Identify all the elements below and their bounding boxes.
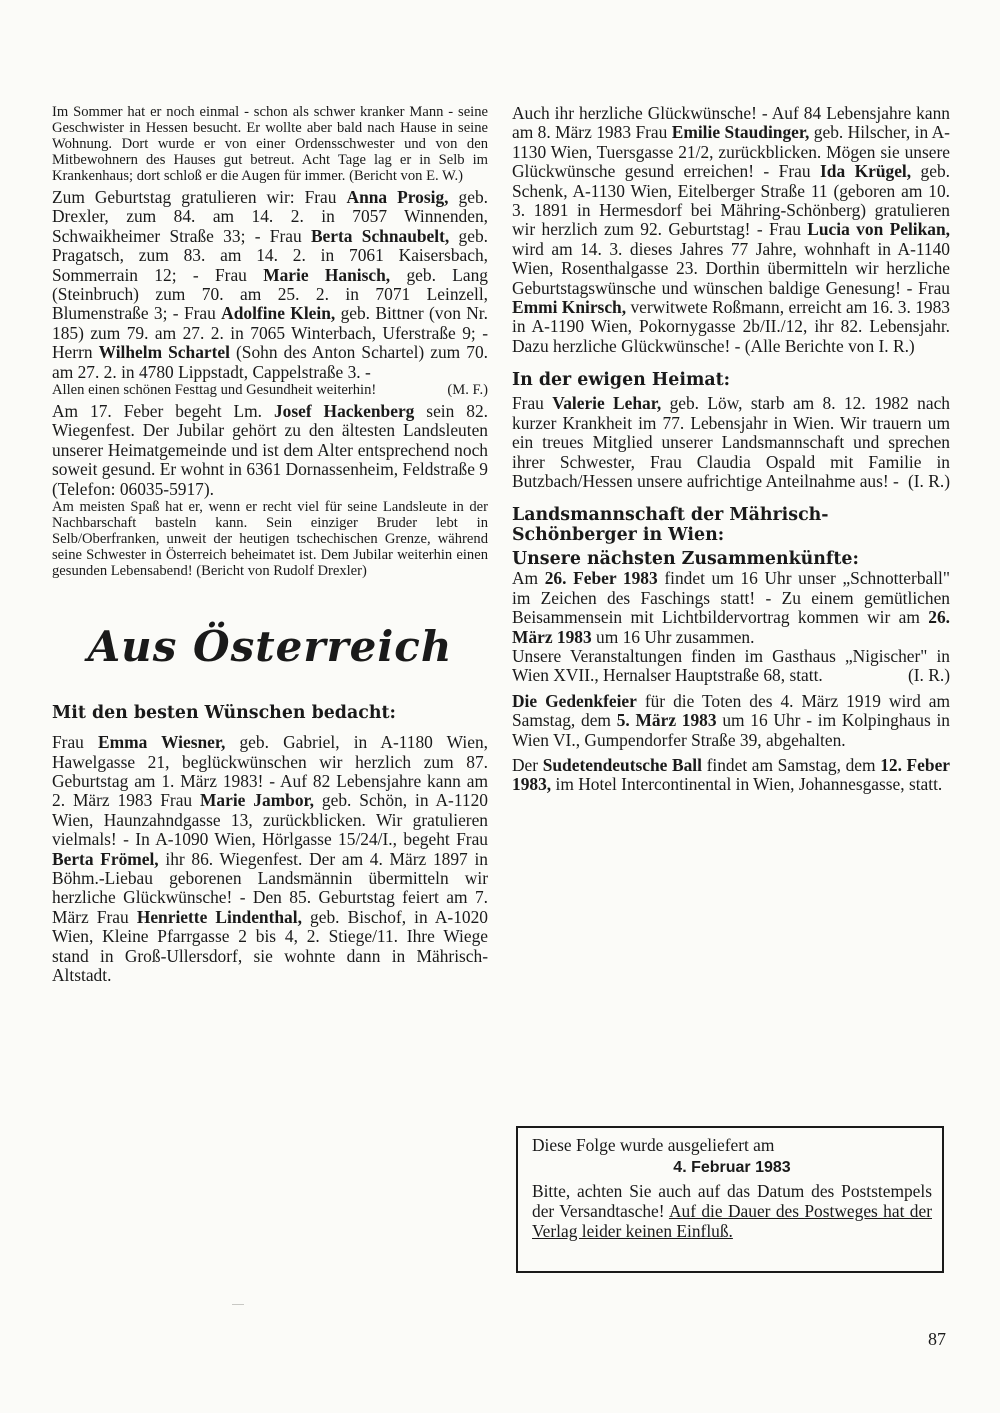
right-paragraph-meetings: Am 26. Feber 1983 findet um 16 Uhr unser „Schnotterball" im Zeichen des Faschings statt! - Zu einem gemütlichen Beisammensein mit Lichtbildervortrag kommen wir am 26. März 1983 um 16 Uhr zusammen. <box>512 568 950 647</box>
date-26-maerz: 26. März 1983 <box>512 607 950 647</box>
right-paragraph-memorial: Die Gedenkfeier für die Toten des 4. März 1919 wird am Samstag, dem 5. März 1983 um 16 Uhr - im Kolpinghaus in Wien VI., Gumpendorfer Straße 39, abgehalten. <box>512 690 950 750</box>
name-josef-hackenberg: Josef Hackenberg <box>273 401 415 422</box>
right-paragraph-ball: Der Sudetendeutsche Ball findet am Samstag, dem 12. Feber 1983, im Hotel Intercontinental in Wien, Johannesgasse, statt. <box>512 754 951 795</box>
right-column <box>512 104 950 795</box>
left-paragraph-hackenberg-more: Am meisten Spaß hat er, wenn er recht viel für seine Landsleute in der Nachbarschaft basteln kann. Sein einziger Bruder lebt in Selb/Oberfranken, unweit der heutigen tschechischen Grenze, während seine Schwester in Österreich beheimatet ist. Dem Jubilar weiterhin einen gesunden Lebensabend! (Bericht von Rudolf Drexler) <box>52 499 488 580</box>
name-marie-hanisch: Marie Hanisch, <box>263 264 391 285</box>
heading-best-wishes: Mit den besten Wünschen bedacht: <box>52 703 396 724</box>
name-valerie-lehar: Valerie Lehar, <box>552 393 662 414</box>
name-emmi-knirsch: Emmi Knirsch, <box>512 297 627 318</box>
left-column <box>52 104 488 985</box>
event-gedenkfeier: Die Gedenkfeier <box>512 690 637 711</box>
left-paragraph-obituary-end: Im Sommer hat er noch einmal - schon als schwer kranker Mann - seine Geschwister in Hessen besucht. Er wollte aber bald nach Hause in seine Wohnung. Dort wurde er von einer Ordensschwester und von den Mitbewohnern des Hauses gut betreut. Acht Tage lag er in Selb im Krankenhaus; dort schloß er die Augen für immer. (Bericht von E. W.) <box>52 104 488 184</box>
notice-date: 4. Februar 1983 <box>673 1159 791 1176</box>
heading-eternal-home: In der ewigen Heimat: <box>512 370 731 391</box>
left-paragraph-birthday-list: Zum Geburtstag gratulieren wir: Frau Anna Prosig, geb. Drexler, zum 84. am 14. 2. in 7057 Winnenden, Schwaikheimer Straße 33; - Frau Berta Schnaubelt, geb. Pragatsch, zum 83. am 14. 2. in 7061 Kaisersbach, Sommerrain 12; - Frau Marie Hanisch, geb. Lang (Steinbruch) zum 70. am 25. 2. in 7071 Leinzell, Blumenstraße 3; - Frau Adolfine Klein, geb. Bittner (von Nr. 185) zum 79. am 27. 2. in 7065 Winterbach, Uferstraße 9; - Herrn Wilhelm Schartel (Sohn des Anton Schartel) zum 70. am 27. 2. in 4780 Lippstadt, Cappelstraße 3. - <box>52 187 489 382</box>
right-paragraph-obituary-lehar: Frau Valerie Lehar, geb. Löw, starb am 8. 12. 1982 nach kurzer Krankheit im 77. Lebensjahr in Wien. Wir trauern um ein treues Mitglied unserer Landsmannschaft und sprechen ihrer Schwester, Frau Claudia Ospald mit Familie in Butzbach/Hessen unsere aufrichtige Anteilnahme aus! - (I. R.) <box>512 393 950 491</box>
print-mark <box>232 1304 244 1305</box>
name-adolfine-klein: Adolfine Klein, <box>221 303 336 324</box>
name-lucia-von-pelikan: Lucia von Pelikan, <box>807 219 951 240</box>
left-paragraph-hackenberg: Am 17. Feber begeht Lm. Josef Hackenberg sein 82. Wiegenfest. Der Jubilar gehört zu den ältesten Landsleuten unserer Heimatgemeinde und ist dem Alter entsprechend noch soweit gesund. Er wohnt in 6361 Dornassenheim, Feldstraße 9 (Telefon: 06035-5917). <box>52 401 488 499</box>
event-sudetendeutsche-ball: Sudetendeutsche Ball <box>542 754 702 775</box>
name-ida-kruegel: Ida Krügel, <box>820 161 912 182</box>
notice-underlined-text: Auf die Dauer des Postweges hat der Verlag leider keinen Einfluß. <box>532 1201 932 1241</box>
heading-landsmannschaft: Landsmannschaft der Mährisch-Schönberger in Wien: <box>512 505 829 546</box>
left-paragraph-austria-birthdays: Frau Emma Wiesner, geb. Gabriel, in A-1180 Wien, Hawelgasse 21, beglückwünschen wir herzlich zum 87. Geburtstag am 1. März 1983! - Auf 82 Lebensjahre kann am 2. März 1983 Frau Marie Jambor, geb. Schön, in A-1120 Wien, Haunzahndgasse 13, zurückblicken. Wir gratulieren vielmals! - In A-1090 Wien, Hörlgasse 15/24/I., begeht Frau Berta Frömel, ihr 86. Wiegenfest. Der am 4. März 1897 in Böhm.-Liebau geborenen Landsmännin übermitteln wir herzliche Glückwünsche! - Den 85. Geburtstag feiert am 7. März Frau Henriette Lindenthal, geb. Bischof, in A-1020 Wien, Kleine Pfarrgasse 2 bis 4, 2. Stiege/11. Ihre Wiege stand in Groß-Ullersdorf, sie wohnte dann in Mährisch-Altstadt. <box>52 732 488 985</box>
section-headline: Aus Österreich <box>87 622 453 672</box>
notice-line: Diese Folge wurde ausgeliefert am <box>532 1135 775 1155</box>
name-marie-jambor: Marie Jambor, <box>200 790 315 811</box>
name-berta-froemel: Berta Frömel, <box>52 848 159 869</box>
page-number: 87 <box>928 1329 946 1349</box>
left-paragraph-wishes: Allen einen schönen Festtag und Gesundheit weiterhin! (M. F.) <box>52 382 488 399</box>
right-paragraph-birthdays: Auch ihr herzliche Glückwünsche! - Auf 84 Lebensjahre kann am 8. März 1983 Frau Emilie Staudinger, geb. Hilscher, in A-1130 Wien, Tuersgasse 21/2, zurückblicken. Mögen sie unsere Glückwünsche gesund erreichen! - Frau Ida Krügel, geb. Schenk, A-1130 Wien, Eitelberger Straße 11 (geboren am 10. 3. 1891 in Hermesdorf bei Mähring-Schönberg) gratulieren wir herzlich zum 92. Geburtstag! - Frau Lucia von Pelikan, wird am 14. 3. dieses Jahres 77 Jahre, wohnhaft in A-1140 Wien, Rosenthalgasse 23. Dorthin übermitteln wir herzliche Geburtstagswünsche und wünschen baldige Genesung! - Frau Emmi Knirsch, verwitwete Roßmann, erreicht am 16. 3. 1983 in A-1190 Wien, Pokornygasse 2b/II./12, ihr 82. Lebensjahr. Dazu herzliche Glückwünsche! - (Alle Berichte von I. R.) <box>512 103 951 356</box>
name-emma-wiesner: Emma Wiesner, <box>98 732 226 753</box>
name-anna-prosig: Anna Prosig, <box>346 187 449 207</box>
signature-mf: (M. F.) <box>447 382 488 399</box>
heading-next-meetings: Unsere nächsten Zusammenkünfte: <box>512 549 859 570</box>
date-26-feber: 26. Feber 1983 <box>544 568 658 589</box>
date-12-feber: 12. Feber 1983, <box>512 754 951 795</box>
signature-ir-1: (I. R.) <box>907 470 950 491</box>
date-5-maerz: 5. März 1983 <box>616 710 717 731</box>
delivery-notice-box <box>516 1126 944 1273</box>
right-paragraph-venue: Unsere Veranstaltungen finden im Gasthaus „Nigischer" in Wien XVII., Hernalser Hauptstraße 68, statt. (I. R.) <box>512 645 950 686</box>
name-wilhelm-schartel: Wilhelm Schartel <box>98 342 230 363</box>
name-henriette-lindenthal: Henriette Lindenthal, <box>136 906 302 927</box>
notice-text: Bitte, achten Sie auch auf das Datum des Poststempels der Versandtasche! Auf die Dauer des Postweges hat der Verlag leider keinen Einfluß. <box>532 1181 932 1241</box>
name-emilie-staudinger: Emilie Staudinger, <box>671 122 810 143</box>
signature-ir-2: (I. R.) <box>907 665 950 686</box>
name-berta-schnaubelt: Berta Schnaubelt, <box>310 225 450 246</box>
